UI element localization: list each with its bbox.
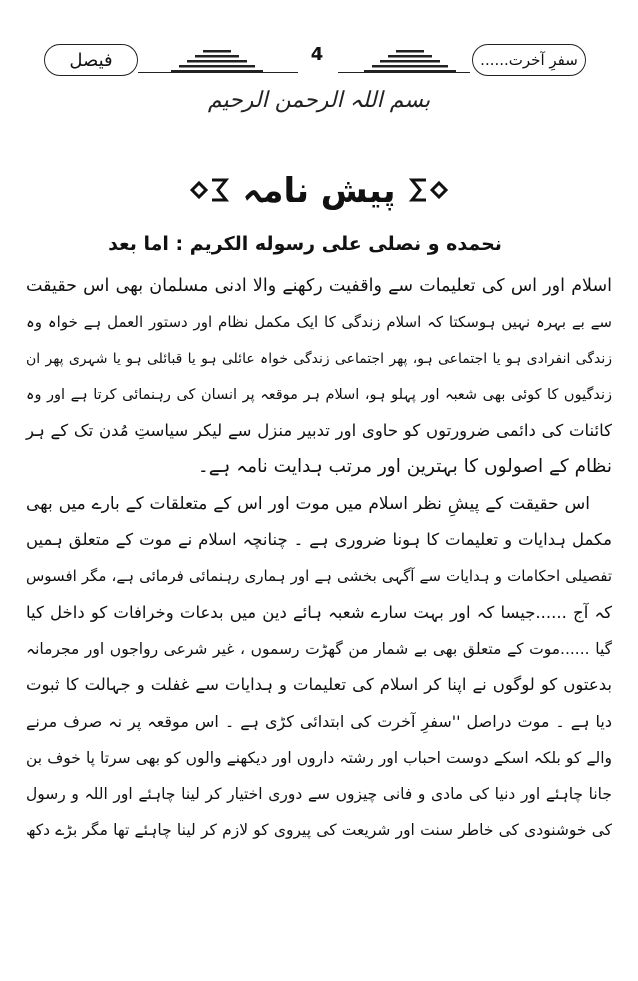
- basmala-calligraphy: بسم اللہ الرحمن الرحیم: [207, 88, 431, 113]
- text-line: اسلام اور اس کی تعلیمات سے واقفیت رکھنے والا ادنی مسلمان بھی اس حقیقت: [26, 276, 612, 296]
- text-line: زندگی انفرادی ہو یا اجتماعی ہو، پھر اجتماعی زندگی خواہ عائلی ہو یا قبائلی ہو یا شہری پھر ان: [26, 350, 612, 367]
- paragraph-2: [26, 486, 612, 849]
- page-number: 4: [310, 44, 324, 65]
- text-line: بدعتوں کو لوگوں نے اپنا کر اسلام کی تعلیمات و ہدایات سے غفلت و جہالت کا ثبوت: [26, 675, 612, 695]
- chapter-title-block: [150, 165, 488, 215]
- header-rule-left: [138, 72, 298, 73]
- text-line: کہ آج ......جیسا کہ اور بہت سارے شعبہ ہائے دین میں بدعات وخرافات کو داخل کیا: [26, 602, 612, 622]
- text-line: اس حقیقت کے پیشِ نظر اسلام میں موت اور اس کے متعلقات کے بارے میں بھی: [26, 493, 590, 514]
- title-ornament-right: [406, 175, 450, 205]
- text-line: تفصیلی احکامات و ہدایات سے آگہی بخشی ہے اور ہماری رہنمائی فرمائی ہے، مگر افسوس: [26, 567, 612, 586]
- book-title-box: [472, 44, 586, 76]
- text-line: زندگیوں کا کوئی بھی شعبہ اور پہلو ہو، اسلام ہر موقعہ پر انسان کی رہنمائی کرتا ہے اور وہ: [26, 386, 612, 403]
- text-line: نظام کے اصولوں کا بہترین اور مرتب ہدایت نامہ ہے۔: [197, 456, 612, 478]
- title-ornament-left: [188, 175, 232, 205]
- text-line: دیا ہے ۔ موت دراصل ''سفرِ آخرت کی ابتدائی کڑی ہے ۔ اس موقعہ پر نہ صرف مرنے: [26, 711, 612, 731]
- chapter-title: پیش نامہ: [242, 170, 396, 211]
- paragraph-1: [26, 268, 612, 486]
- body-text: [26, 268, 612, 849]
- text-line: والے کو بلکہ اسکے دوست احباب اور رشتہ داروں اور دیکھنے والوں کو بھی سرتا پا خوف بن: [26, 748, 612, 767]
- text-line: جانا چاہئے اور دنیا کی مادی و فانی چیزوں سے دوری اختیار کر لینا چاہئے اور اللہ و رسول: [26, 785, 612, 804]
- book-title-label: سفرِ آخرت......: [480, 51, 578, 69]
- header-ornament-right: [355, 44, 465, 74]
- text-line: کائنات کی دائمی ضرورتوں کو حاوی اور تدبیر منزل سے لیکر سیاستِ مُدن تک کے ہر: [26, 421, 612, 441]
- text-line: گیا ......موت کے متعلق بھی بے شمار من گھڑت رسموں ، غیر شرعی رواجوں اور مجرمانہ: [26, 639, 612, 658]
- header-ornament-left: [158, 44, 276, 74]
- text-line: سے بے بہرہ نہیں ہوسکتا کہ اسلام زندگی کا ایک مکمل نظام اور دستور العمل ہے خواہ وہ: [26, 313, 612, 332]
- text-line: مکمل ہدایات و تعلیمات کا ہونا ضروری ہے ۔ چنانچہ اسلام نے موت کے متعلق ہمیں: [26, 530, 612, 550]
- text-line: کی خوشنودی کی خاطر سنت اور شریعت کی پیروی کو لازم کر لینا چاہئے تھا مگر بڑے دکھ: [26, 821, 612, 840]
- opening-formula: نحمده و نصلی علی رسوله الکریم : اما بعد: [108, 233, 502, 255]
- author-label: فیصل: [69, 49, 113, 71]
- author-label-box: [44, 44, 138, 76]
